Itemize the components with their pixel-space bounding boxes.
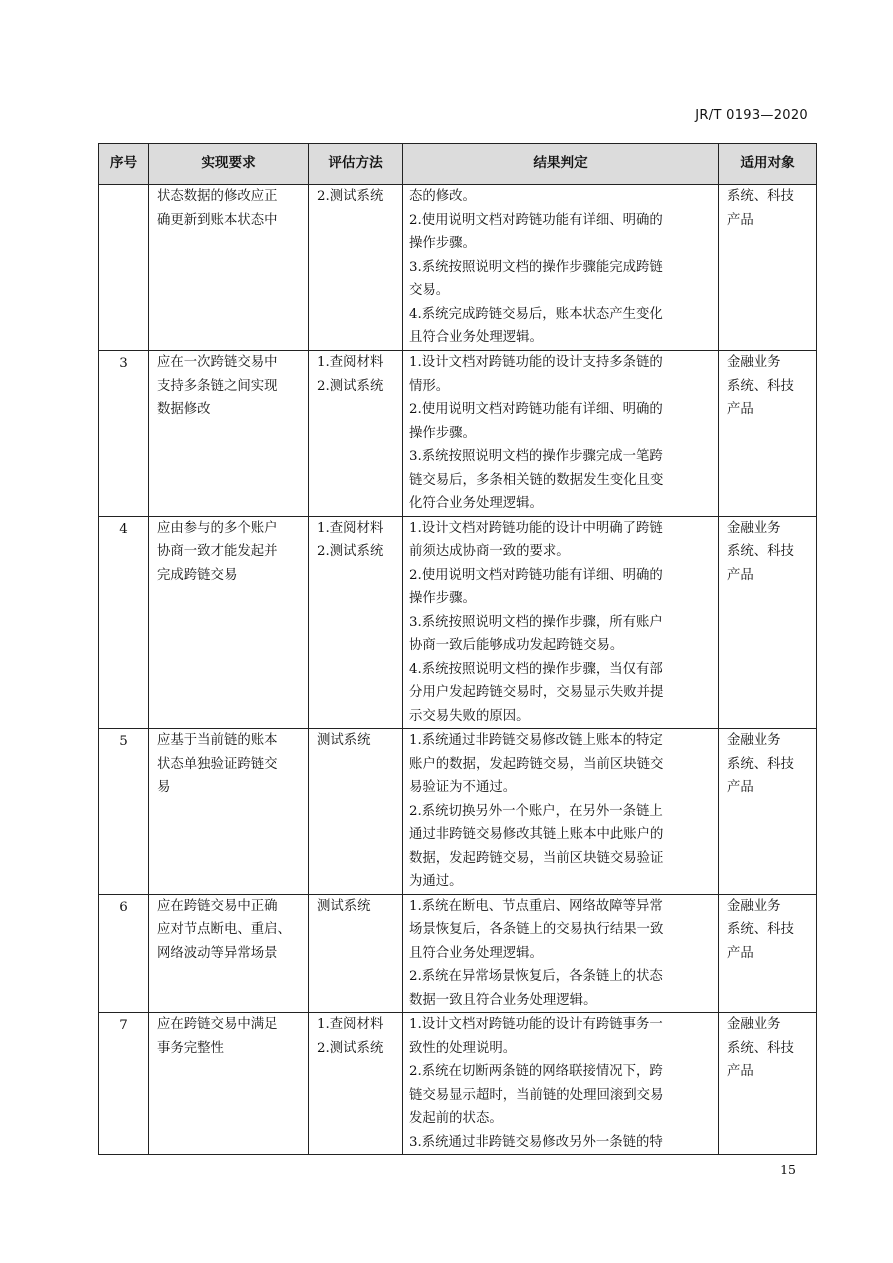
row-number: 4 [99, 516, 149, 729]
text-line: 发起前的状态。 [409, 1111, 503, 1126]
text-line: 2.系统在切断两条链的网络联接情况下，跨 [409, 1064, 663, 1079]
text-line: 状态单独验证跨链交 [157, 756, 278, 772]
col-header-requirement: 实现要求 [149, 144, 309, 185]
text-line: 2.使用说明文档对跨链功能有详细、明确的 [409, 402, 663, 417]
text-line: 操作步骤。 [409, 591, 476, 606]
text-line: 1.系统在断电、节点重启、网络故障等异常 [409, 898, 663, 914]
text-line: 2.测试系统 [317, 189, 384, 204]
text-line: 为通过。 [409, 874, 463, 889]
text-line: 应在跨链交易中满足 [157, 1017, 278, 1032]
row-number: 6 [99, 894, 149, 1013]
text-line: 通过非跨链交易修改其链上账本中此账户的 [409, 827, 664, 842]
scope-cell [719, 351, 817, 517]
result-cell [403, 351, 719, 517]
row-number: 5 [99, 729, 149, 895]
text-line: 账户的数据，发起跨链交易，当前区块链交 [409, 756, 664, 772]
text-line: 且符合业务处理逻辑。 [409, 330, 543, 345]
text-line: 状态数据的修改应正 [157, 189, 278, 204]
text-line: 前须达成协商一致的要求。 [409, 544, 570, 559]
result-cell [403, 516, 719, 729]
text-line: 2.测试系统 [317, 1040, 384, 1056]
text-line: 系统、科技 [727, 544, 794, 559]
text-line: 化符合业务处理逻辑。 [409, 496, 543, 511]
text-line: 交易。 [409, 283, 450, 298]
text-line: 协商一致才能发起并 [157, 544, 278, 559]
method-cell [309, 1013, 403, 1155]
text-line: 链交易显示超时，当前链的处理回滚到交易 [409, 1087, 664, 1103]
text-line: 系统、科技 [727, 756, 794, 772]
text-line: 2.测试系统 [317, 544, 384, 559]
requirement-cell [149, 516, 309, 729]
text-line: 支持多条链之间实现 [157, 378, 278, 394]
requirement-cell [149, 1013, 309, 1155]
row-number [99, 185, 149, 351]
text-line: 金融业务 [727, 1017, 781, 1032]
col-header-result: 结果判定 [403, 144, 719, 185]
table-row [99, 894, 817, 1013]
text-line: 1.系统通过非跨链交易修改链上账本的特定 [409, 733, 663, 748]
text-line: 应在跨链交易中正确 [157, 898, 278, 914]
text-line: 金融业务 [727, 355, 781, 370]
scope-cell [719, 516, 817, 729]
text-line: 1.设计文档对跨链功能的设计有跨链事务一 [409, 1017, 663, 1032]
text-line: 态的修改。 [409, 189, 476, 204]
text-line: 3.系统按照说明文档的操作步骤完成一笔跨 [409, 449, 663, 464]
result-cell [403, 729, 719, 895]
text-line: 系统、科技 [727, 189, 794, 204]
text-line: 测试系统 [317, 733, 371, 748]
text-line: 3.系统按照说明文档的操作步骤能完成跨链 [409, 259, 663, 275]
text-line: 系统、科技 [727, 378, 794, 394]
scope-cell [719, 1013, 817, 1155]
text-line: 致性的处理说明。 [409, 1040, 517, 1056]
table-row [99, 1013, 817, 1155]
text-line: 金融业务 [727, 733, 781, 748]
table-header-row [99, 144, 817, 185]
table-row [99, 351, 817, 517]
document-code: JR/T 0193—2020 [695, 108, 808, 123]
text-line: 应由参与的多个账户 [157, 520, 278, 536]
text-line: 事务完整性 [157, 1040, 224, 1056]
table-row [99, 729, 817, 895]
text-line: 1.设计文档对跨链功能的设计支持多条链的 [409, 355, 663, 370]
method-cell [309, 351, 403, 517]
text-line: 数据，发起跨链交易，当前区块链交易验证 [409, 850, 664, 866]
requirement-cell [149, 351, 309, 517]
col-header-method: 评估方法 [309, 144, 403, 185]
method-cell [309, 894, 403, 1013]
text-line: 场景恢复后，各条链上的交易执行结果一致 [409, 922, 664, 937]
text-line: 2.测试系统 [317, 378, 384, 394]
text-line: 3.系统通过非跨链交易修改另外一条链的特 [409, 1134, 663, 1150]
text-line: 应在一次跨链交易中 [157, 355, 278, 370]
text-line: 1.查阅材料 [317, 355, 384, 370]
text-line: 3.系统按照说明文档的操作步骤，所有账户 [409, 614, 663, 630]
row-number: 3 [99, 351, 149, 517]
text-line: 确更新到账本状态中 [157, 212, 278, 228]
text-line: 2.系统在异常场景恢复后，各条链上的状态 [409, 969, 663, 984]
scope-cell [719, 894, 817, 1013]
scope-cell [719, 729, 817, 895]
text-line: 产品 [727, 1064, 754, 1079]
text-line: 4.系统完成跨链交易后，账本状态产生变化 [409, 306, 663, 322]
text-line: 情形。 [409, 378, 450, 394]
text-line: 2.使用说明文档对跨链功能有详细、明确的 [409, 212, 663, 228]
text-line: 产品 [727, 780, 754, 795]
text-line: 2.使用说明文档对跨链功能有详细、明确的 [409, 567, 663, 583]
text-line: 产品 [727, 945, 754, 961]
col-header-scope: 适用对象 [719, 144, 817, 185]
text-line: 产品 [727, 567, 754, 583]
text-line: 1.查阅材料 [317, 1017, 384, 1032]
col-header-no: 序号 [99, 144, 149, 185]
evaluation-table [98, 143, 817, 1155]
text-line: 产品 [727, 212, 754, 228]
requirement-cell [149, 185, 309, 351]
text-line: 产品 [727, 402, 754, 417]
table-row [99, 185, 817, 351]
row-number: 7 [99, 1013, 149, 1155]
text-line: 操作步骤。 [409, 236, 476, 251]
text-line: 数据修改 [157, 402, 211, 417]
result-cell [403, 1013, 719, 1155]
text-line: 系统、科技 [727, 922, 794, 937]
method-cell [309, 729, 403, 895]
text-line: 易 [157, 780, 171, 795]
scope-cell [719, 185, 817, 351]
text-line: 易验证为不通过。 [409, 780, 517, 795]
text-line: 1.查阅材料 [317, 520, 384, 536]
method-cell [309, 516, 403, 729]
table-row [99, 516, 817, 729]
text-line: 4.系统按照说明文档的操作步骤，当仅有部 [409, 661, 663, 677]
text-line: 协商一致后能够成功发起跨链交易。 [409, 638, 624, 653]
text-line: 完成跨链交易 [157, 567, 238, 583]
text-line: 示交易失败的原因。 [409, 708, 530, 724]
text-line: 金融业务 [727, 898, 781, 914]
text-line: 链交易后，多条相关链的数据发生变化且变 [409, 472, 664, 488]
text-line: 系统、科技 [727, 1040, 794, 1056]
page-number: 15 [780, 1162, 796, 1177]
text-line: 网络波动等异常场景 [157, 945, 278, 961]
method-cell [309, 185, 403, 351]
requirement-cell [149, 729, 309, 895]
text-line: 2.系统切换另外一个账户，在另外一条链上 [409, 803, 663, 819]
result-cell [403, 185, 719, 351]
requirement-cell [149, 894, 309, 1013]
text-line: 应基于当前链的账本 [157, 733, 278, 748]
text-line: 分用户发起跨链交易时，交易显示失败并提 [409, 685, 664, 700]
text-line: 数据一致且符合业务处理逻辑。 [409, 992, 597, 1008]
text-line: 测试系统 [317, 898, 371, 914]
text-line: 操作步骤。 [409, 425, 476, 441]
text-line: 且符合业务处理逻辑。 [409, 945, 543, 961]
result-cell [403, 894, 719, 1013]
text-line: 金融业务 [727, 520, 781, 536]
text-line: 应对节点断电、重启、 [157, 922, 291, 937]
text-line: 1.设计文档对跨链功能的设计中明确了跨链 [409, 520, 663, 536]
